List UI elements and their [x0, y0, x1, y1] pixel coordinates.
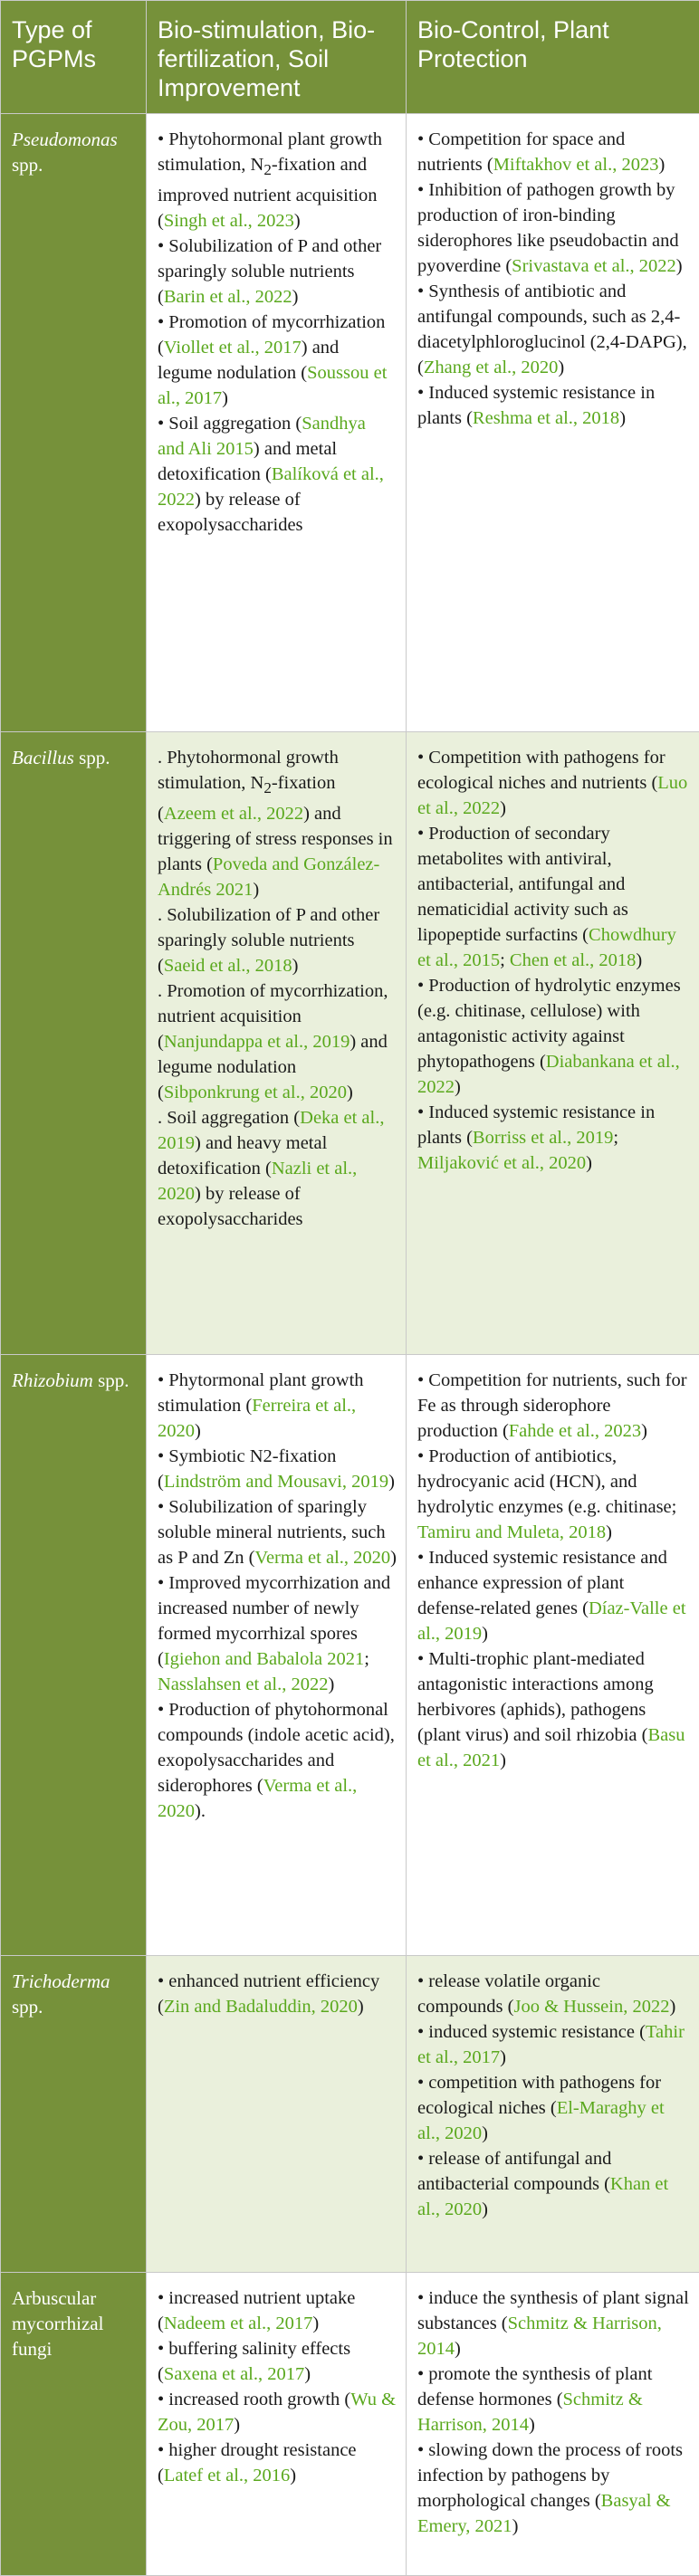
pgpm-type-cell — [1, 732, 147, 1355]
list-item — [158, 127, 397, 234]
citation-link[interactable]: Deka et al., 2019 — [158, 1108, 384, 1153]
item-text: ) — [292, 287, 299, 307]
list-item — [158, 1105, 397, 1232]
citation-link[interactable]: Nanjundappa et al., 2019 — [164, 1032, 350, 1052]
item-text: ). — [195, 1801, 206, 1821]
item-text: ) — [290, 2466, 296, 2485]
bio-stimulation-list — [158, 2285, 397, 2488]
item-text: • Solubilization of P and other sparingly soluble nutrients ( — [158, 236, 381, 307]
table-header-row — [1, 1, 699, 114]
pgpm-suffix: spp. — [12, 154, 43, 176]
item-text: ) — [500, 798, 506, 818]
item-text: ) — [586, 1153, 592, 1173]
item-text: ) — [558, 358, 564, 377]
citation-link[interactable]: Joo & Hussein, 2022 — [513, 1997, 669, 2017]
item-text: ) — [390, 1548, 397, 1568]
item-text: ) and triggering of stress responses in plants ( — [158, 804, 393, 874]
list-item — [158, 1494, 397, 1570]
citation-link[interactable]: Azeem et al., 2022 — [164, 804, 303, 824]
item-text: • slowing down the process of roots infection by pathogens by morphological changes ( — [417, 2440, 683, 2511]
bio-control-list — [417, 127, 690, 431]
citation-link[interactable]: Verma et al., 2020 — [254, 1548, 390, 1568]
table-row — [1, 114, 699, 732]
item-text: ) — [347, 1083, 353, 1102]
item-text: -fixation and improved nutrient acquisition ( — [158, 155, 378, 231]
bio-control-cell — [407, 1956, 699, 2273]
list-item — [158, 234, 397, 310]
item-text: ) — [304, 2364, 311, 2384]
table-row — [1, 2273, 699, 2576]
citation-link[interactable]: Nadeem et al., 2017 — [164, 2314, 313, 2333]
list-item — [417, 2019, 690, 2070]
citation-link[interactable]: Saxena et al., 2017 — [164, 2364, 304, 2384]
item-text: ) — [482, 1624, 488, 1644]
item-text: • release volatile organic compounds ( — [417, 1971, 600, 2017]
item-text: . Phytohormonal growth stimulation, N — [158, 748, 339, 793]
item-text: ) — [606, 1522, 612, 1542]
item-text: . Soil aggregation ( — [158, 1108, 300, 1128]
citation-link[interactable]: Barin et al., 2022 — [164, 287, 292, 307]
item-text: ) by release of exopolysaccharides — [158, 490, 303, 535]
list-item — [417, 1545, 690, 1646]
item-text: ) and metal detoxification ( — [158, 439, 337, 484]
citation-link[interactable]: Khan et al., 2020 — [417, 2174, 668, 2219]
citation-link[interactable]: Luo et al., 2022 — [417, 773, 687, 818]
list-item — [158, 2387, 397, 2438]
item-text: • Production of phytohormonal compounds (indole acetic acid), exopolysaccharides and siderophores ( — [158, 1700, 395, 1796]
citation-link[interactable]: Basyal & Emery, 2021 — [417, 2491, 671, 2536]
table-row — [1, 732, 699, 1355]
citation-link[interactable]: Borriss et al., 2019 — [473, 1128, 613, 1148]
item-text: ) — [658, 155, 665, 175]
list-item — [417, 2070, 690, 2146]
list-item — [158, 2438, 397, 2488]
pgpm-type-cell — [1, 1956, 147, 2273]
citation-link[interactable]: Soussou et al., 2017 — [158, 363, 387, 408]
citation-link[interactable]: Fahde et al., 2023 — [509, 1421, 641, 1441]
citation-link[interactable]: Singh et al., 2023 — [164, 211, 294, 231]
item-text: • Inhibition of pathogen growth by production of iron-binding siderophores like pseudobactin and pyoverdine ( — [417, 180, 679, 276]
bio-control-cell — [407, 732, 699, 1355]
item-text: ) — [195, 1421, 201, 1441]
item-text: • Promotion of mycorrhization ( — [158, 312, 385, 358]
pgpm-suffix: Arbuscular mycorrhizal fungi — [12, 2287, 103, 2360]
bio-control-list — [417, 2285, 690, 2539]
list-item — [158, 2336, 397, 2387]
subscript: 2 — [263, 161, 272, 178]
pgpm-genus: Pseudomonas — [12, 129, 118, 150]
citation-link[interactable]: Diabankana et al., 2022 — [417, 1052, 680, 1097]
bio-stimulation-cell — [147, 2273, 407, 2576]
item-text: • Induced systemic resistance in plants ( — [417, 1102, 655, 1148]
list-item — [417, 2361, 690, 2438]
item-text: ) — [500, 2047, 506, 2067]
item-text: • release of antifungal and antibacterial compounds ( — [417, 2149, 611, 2194]
item-text: • induced systemic resistance ( — [417, 2022, 646, 2042]
citation-link[interactable]: Reshma et al., 2018 — [473, 408, 619, 428]
item-text: ; — [500, 950, 510, 970]
list-item — [158, 1368, 397, 1444]
citation-link[interactable]: Ferreira et al., 2020 — [158, 1396, 356, 1441]
citation-link[interactable]: Viollet et al., 2017 — [164, 338, 302, 358]
item-text: ) by release of exopolysaccharides — [158, 1184, 303, 1229]
item-text: ) — [253, 880, 259, 900]
citation-link[interactable]: Tahir et al., 2017 — [417, 2022, 685, 2067]
item-text: ) — [669, 1997, 675, 2017]
citation-link[interactable]: Chen et al., 2018 — [510, 950, 637, 970]
citation-link[interactable]: Latef et al., 2016 — [164, 2466, 290, 2485]
item-text: • Production of antibiotics, hydrocyanic acid (HCN), and hydrolytic enzymes (e.g. chitinase; — [417, 1446, 676, 1517]
item-text: ) — [292, 956, 299, 976]
list-item — [417, 177, 690, 279]
item-text: ) — [500, 1751, 506, 1770]
item-text: ) — [222, 388, 228, 408]
citation-link[interactable]: Srivastava et al., 2022 — [512, 256, 676, 276]
item-text: ) — [455, 2339, 461, 2359]
pgpm-suffix: spp. — [12, 1996, 43, 2018]
item-text: ) — [482, 2199, 488, 2219]
item-text: • Synthesis of antibiotic and antifungal compounds, such as 2,4-diacetylphloroglucinol (2,4-DAPG), ( — [417, 281, 687, 377]
item-text: • enhanced nutrient efficiency ( — [158, 1971, 379, 2017]
item-text: ) — [312, 2314, 319, 2333]
item-text: ) and heavy metal detoxification ( — [158, 1133, 327, 1178]
item-text: • Solubilization of sparingly soluble mineral nutrients, such as P and Zn ( — [158, 1497, 386, 1568]
item-text: ) — [529, 2415, 535, 2435]
citation-link[interactable]: Zin and Badaluddin, 2020 — [164, 1997, 358, 2017]
bio-stimulation-cell — [147, 732, 407, 1355]
list-item — [417, 2438, 690, 2539]
list-item — [417, 973, 690, 1100]
item-text: -fixation ( — [158, 773, 335, 824]
item-text: ) — [388, 1472, 395, 1492]
list-item — [158, 978, 397, 1105]
item-text: • higher drought resistance ( — [158, 2440, 357, 2485]
bio-control-list — [417, 745, 690, 1176]
citation-link[interactable]: Wu & Zou, 2017 — [158, 2390, 396, 2435]
list-item — [417, 1969, 690, 2019]
pgpm-genus: Rhizobium — [12, 1369, 93, 1391]
item-text: • Multi-trophic plant-mediated antagonistic interactions among herbivores (aphids), pathogens (plant virus) and soil rhizobia ( — [417, 1649, 654, 1745]
list-item — [417, 745, 690, 821]
list-item — [417, 2146, 690, 2222]
item-text: ; — [364, 1649, 369, 1669]
citation-link[interactable]: Lindström and Mousavi, 2019 — [164, 1472, 388, 1492]
pgpm-suffix: spp. — [93, 1369, 129, 1391]
list-item — [417, 380, 690, 431]
bio-control-cell — [407, 1355, 699, 1956]
list-item — [158, 745, 397, 902]
citation-link[interactable]: Poveda and González-Andrés 2021 — [158, 854, 379, 900]
citation-link[interactable]: Balíková et al., 2022 — [158, 464, 384, 510]
header-bio-control: Bio-Control, Plant Protection — [407, 1, 699, 114]
item-text: • Production of secondary metabolites with antiviral, antibacterial, antifungal and nematicidial activity such as lipopeptide surfactins ( — [417, 824, 628, 945]
citation-link[interactable]: Nazli et al., 2020 — [158, 1159, 357, 1204]
item-text: • Induced systemic resistance in plants ( — [417, 383, 655, 428]
item-text: • Competition with pathogens for ecological niches and nutrients ( — [417, 748, 665, 793]
citation-link[interactable]: Igiehon and Babalola 2021 — [164, 1649, 364, 1669]
item-text: ) — [676, 256, 683, 276]
list-item — [158, 1697, 397, 1824]
citation-link[interactable]: El-Maraghy et al., 2020 — [417, 2098, 665, 2143]
bio-stimulation-list — [158, 127, 397, 538]
citation-link[interactable]: Schmitz & Harrison, 2014 — [417, 2390, 643, 2435]
pgpm-genus: Trichoderma — [12, 1970, 110, 1992]
citation-link[interactable]: Miftakhov et al., 2023 — [493, 155, 659, 175]
list-item — [158, 310, 397, 411]
item-text: • promote the synthesis of plant defense hormones ( — [417, 2364, 652, 2409]
item-text: • competition with pathogens for ecological niches ( — [417, 2073, 661, 2118]
item-text: • buffering salinity effects ( — [158, 2339, 350, 2384]
subscript: 2 — [263, 779, 272, 797]
pgpm-type-cell — [1, 114, 147, 732]
bio-control-list — [417, 1969, 690, 2222]
list-item — [158, 1969, 397, 2019]
item-text: • increased rooth growth ( — [158, 2390, 350, 2409]
item-text: ) — [328, 1674, 334, 1694]
bio-stimulation-cell — [147, 1355, 407, 1956]
item-text: • Competition for nutrients, such for Fe as through siderophore production ( — [417, 1370, 687, 1441]
item-text: ) — [619, 408, 626, 428]
item-text: ) — [482, 2123, 488, 2143]
item-text: ; — [613, 1128, 618, 1148]
citation-link[interactable]: Chowdhury et al., 2015 — [417, 925, 676, 970]
list-item — [158, 411, 397, 538]
item-text: ) — [636, 950, 642, 970]
citation-link[interactable]: Tamiru and Muleta, 2018 — [417, 1522, 606, 1542]
item-text: • Phytormonal plant growth stimulation ( — [158, 1370, 364, 1416]
item-text: • Soil aggregation ( — [158, 414, 302, 434]
list-item — [417, 821, 690, 973]
item-text: • Induced systemic resistance and enhance expression of plant defense-related genes ( — [417, 1548, 667, 1618]
list-item — [417, 1444, 690, 1545]
citation-link[interactable]: Saeid et al., 2018 — [164, 956, 292, 976]
bio-stimulation-cell — [147, 1956, 407, 2273]
pgpm-type-cell — [1, 1355, 147, 1956]
header-bio-stimulation: Bio-stimulation, Bio-fertilization, Soil Improvement — [147, 1, 407, 114]
pgpm-type-cell — [1, 2273, 147, 2576]
item-text: ) and legume nodulation ( — [158, 338, 339, 383]
citation-link[interactable]: Verma et al., 2020 — [158, 1776, 357, 1821]
item-text: • Improved mycorrhization and increased number of newly formed mycorrhizal spores ( — [158, 1573, 390, 1669]
table-row — [1, 1355, 699, 1956]
bio-stimulation-list — [158, 1969, 397, 2019]
citation-link[interactable]: Schmitz & Harrison, 2014 — [417, 2314, 662, 2359]
bio-stimulation-list — [158, 1368, 397, 1824]
bio-stimulation-list — [158, 745, 397, 1232]
item-text: . Solubilization of P and other sparingly soluble nutrients ( — [158, 905, 379, 976]
bio-control-cell — [407, 2273, 699, 2576]
item-text: ) — [641, 1421, 647, 1441]
citation-link[interactable]: Sandhya and Ali 2015 — [158, 414, 366, 459]
bio-stimulation-cell — [147, 114, 407, 732]
item-text: ) — [455, 1077, 461, 1097]
list-item — [158, 1444, 397, 1494]
pgpm-suffix: spp. — [74, 747, 110, 768]
list-item — [417, 2285, 690, 2361]
bio-control-cell — [407, 114, 699, 732]
list-item — [417, 1646, 690, 1773]
list-item — [417, 1100, 690, 1176]
item-text: • induce the synthesis of plant signal substances ( — [417, 2288, 689, 2333]
list-item — [158, 2285, 397, 2336]
item-text: • Symbiotic N2-fixation ( — [158, 1446, 336, 1492]
citation-link[interactable]: Zhang et al., 2020 — [424, 358, 559, 377]
header-type: Type of PGPMs — [1, 1, 147, 114]
item-text: • Phytohormonal plant growth stimulation, N — [158, 129, 382, 175]
citation-link[interactable]: Miljaković et al., 2020 — [417, 1153, 586, 1173]
list-item — [417, 127, 690, 177]
bio-control-list — [417, 1368, 690, 1773]
item-text: • increased nutrient uptake ( — [158, 2288, 355, 2333]
item-text: • Competition for space and nutrients ( — [417, 129, 625, 175]
table-row — [1, 1956, 699, 2273]
item-text: ) — [358, 1997, 364, 2017]
list-item — [417, 1368, 690, 1444]
item-text: ) — [234, 2415, 240, 2435]
item-text: • Production of hydrolytic enzymes (e.g. chitinase, cellulose) with antagonistic activity against phytopathogens ( — [417, 976, 681, 1072]
list-item — [158, 902, 397, 978]
citation-link[interactable]: Sibponkrung et al., 2020 — [164, 1083, 347, 1102]
citation-link[interactable]: Basu et al., 2021 — [417, 1725, 685, 1770]
item-text: ) — [512, 2516, 519, 2536]
pgpm-genus: Bacillus — [12, 747, 74, 768]
list-item — [417, 279, 690, 380]
item-text: ) and legume nodulation ( — [158, 1032, 388, 1102]
item-text: ) — [294, 211, 301, 231]
item-text: . Promotion of mycorrhization, nutrient acquisition ( — [158, 981, 388, 1052]
list-item — [158, 1570, 397, 1697]
citation-link[interactable]: Nasslahsen et al., 2022 — [158, 1674, 328, 1694]
citation-link[interactable]: Díaz-Valle et al., 2019 — [417, 1598, 686, 1644]
